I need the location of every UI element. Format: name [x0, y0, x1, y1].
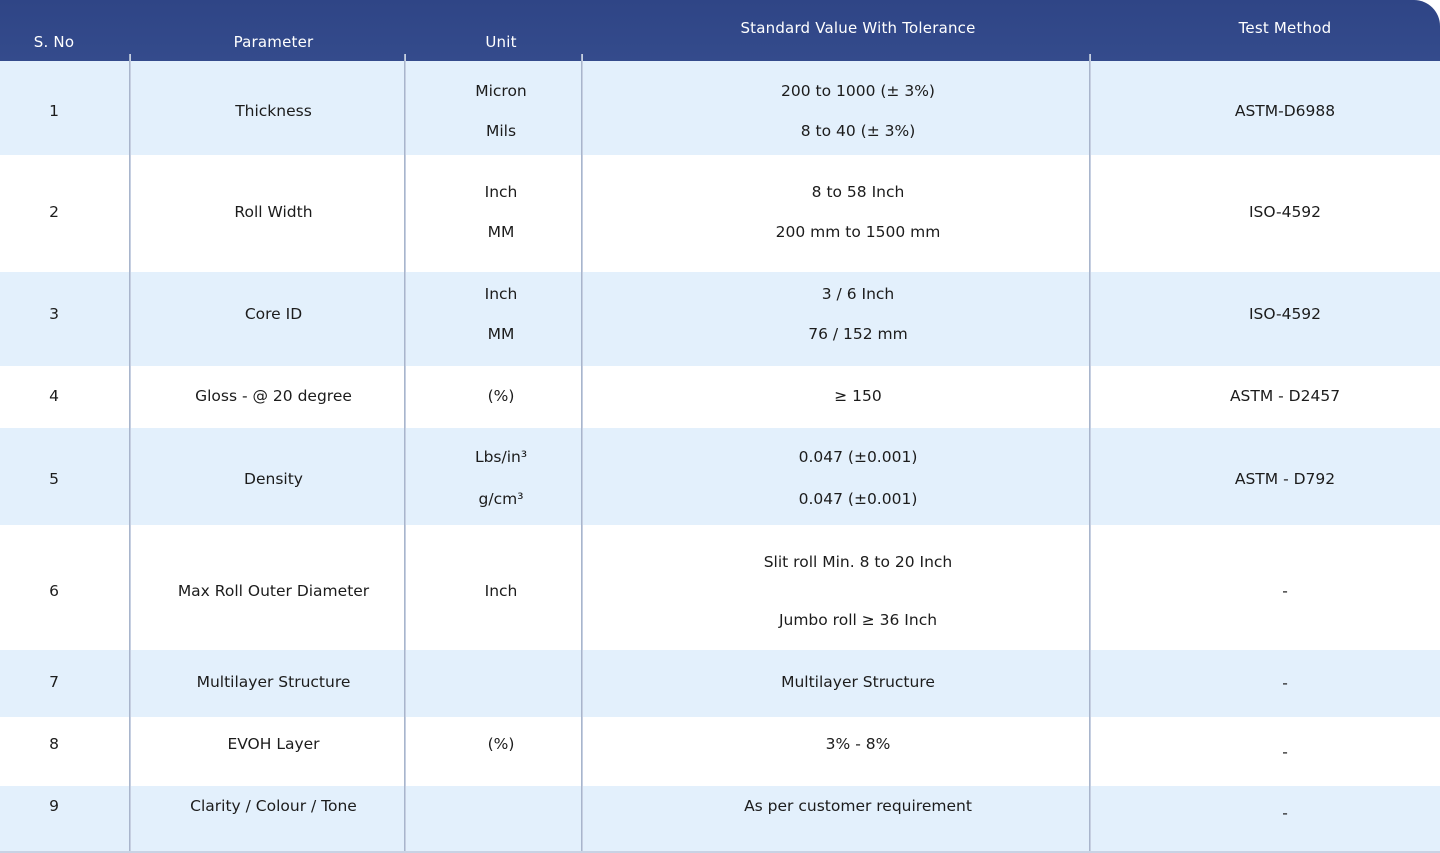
table-row — [0, 786, 1440, 853]
row-unit: (%) — [487, 387, 515, 405]
row-value: 200 to 1000 (± 3%) — [781, 82, 935, 100]
row-parameter: Max Roll Outer Diameter — [177, 582, 370, 600]
row-method: ASTM - D2457 — [1229, 387, 1341, 405]
row-method: ASTM-D6988 — [1234, 102, 1336, 120]
header-parameter: Parameter — [233, 33, 314, 51]
row-sno: 8 — [49, 735, 59, 753]
row-sno: 9 — [49, 797, 59, 815]
row-value: 76 / 152 mm — [808, 325, 908, 343]
header-method: Test Method — [1238, 19, 1332, 37]
row-value: Slit roll Min. 8 to 20 Inch — [763, 553, 953, 571]
row-parameter: Density — [244, 470, 303, 488]
row-unit: MM — [487, 325, 515, 343]
row-value: 8 to 40 (± 3%) — [800, 122, 916, 140]
row-parameter: Gloss - @ 20 degree — [195, 387, 352, 405]
table-row — [0, 717, 1440, 786]
row-parameter: Clarity / Colour / Tone — [190, 797, 357, 815]
header-unit: Unit — [485, 33, 517, 51]
column-divider — [129, 54, 131, 853]
row-unit: Mils — [485, 122, 517, 140]
row-method: ISO-4592 — [1248, 203, 1322, 221]
row-value: As per customer requirement — [744, 797, 972, 815]
row-unit: Lbs/in³ — [474, 448, 528, 466]
table-row — [0, 650, 1440, 717]
row-sno: 1 — [49, 102, 59, 120]
row-parameter: EVOH Layer — [227, 735, 320, 753]
row-parameter: Roll Width — [234, 203, 313, 221]
table-row — [0, 428, 1440, 525]
row-unit: g/cm³ — [478, 490, 524, 508]
column-divider — [1089, 54, 1091, 853]
row-parameter: Thickness — [235, 102, 312, 120]
row-unit: Inch — [484, 183, 518, 201]
column-divider — [581, 54, 583, 853]
header-standard: Standard Value With Tolerance — [740, 19, 976, 37]
table-row — [0, 272, 1440, 366]
row-value: 200 mm to 1500 mm — [775, 223, 941, 241]
header-sno: S. No — [33, 33, 75, 51]
row-sno: 5 — [49, 470, 59, 488]
table-header — [0, 0, 1440, 61]
row-method: - — [1282, 582, 1288, 600]
row-value: Multilayer Structure — [781, 673, 935, 691]
row-value: ≥ 150 — [834, 387, 882, 405]
row-sno: 2 — [49, 203, 59, 221]
row-unit: Inch — [484, 582, 518, 600]
row-value: 3 / 6 Inch — [821, 285, 895, 303]
row-value: Jumbo roll ≥ 36 Inch — [778, 611, 938, 629]
row-method: - — [1282, 674, 1288, 692]
row-sno: 7 — [49, 673, 59, 691]
row-sno: 3 — [49, 305, 59, 323]
row-unit: (%) — [487, 735, 515, 753]
row-unit: MM — [487, 223, 515, 241]
table-row — [0, 155, 1440, 272]
row-sno: 6 — [49, 582, 59, 600]
table-row — [0, 61, 1440, 155]
row-method: - — [1282, 804, 1288, 822]
row-sno: 4 — [49, 387, 59, 405]
row-method: - — [1282, 743, 1288, 761]
table-row — [0, 525, 1440, 650]
row-value: 8 to 58 Inch — [811, 183, 905, 201]
row-unit: Inch — [484, 285, 518, 303]
column-divider — [404, 54, 406, 853]
row-parameter: Multilayer Structure — [196, 673, 351, 691]
row-unit: Micron — [475, 82, 527, 100]
row-value: 0.047 (±0.001) — [798, 490, 918, 508]
row-method: ISO-4592 — [1248, 305, 1322, 323]
row-value: 3% - 8% — [825, 735, 891, 753]
row-parameter: Core ID — [244, 305, 303, 323]
table-row — [0, 366, 1440, 428]
row-method: ASTM - D792 — [1234, 470, 1336, 488]
row-value: 0.047 (±0.001) — [798, 448, 918, 466]
